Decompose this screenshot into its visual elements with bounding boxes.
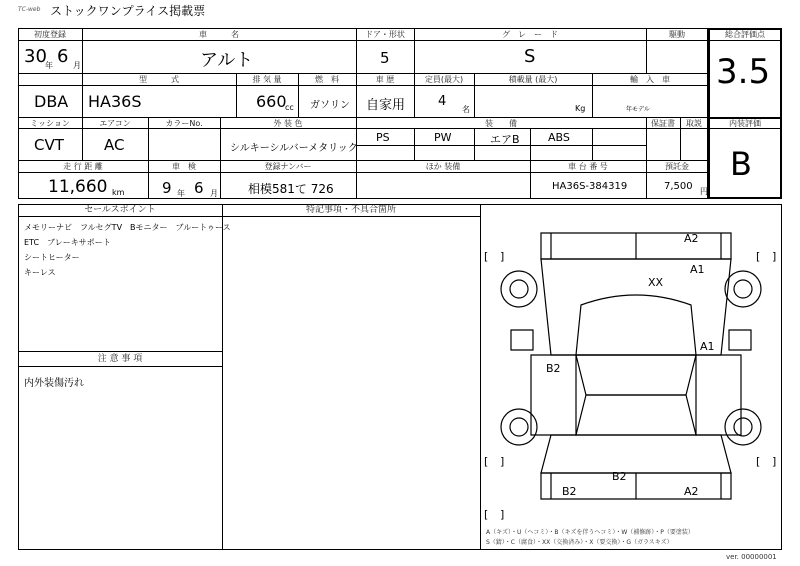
model-label: 型 式 xyxy=(139,75,179,84)
inspection-label: 車 検 xyxy=(172,162,196,171)
warranty-label: 保証書 xyxy=(651,119,675,128)
damage-a2-rear-right: A2 xyxy=(684,485,699,498)
aircon: AC xyxy=(104,136,125,154)
sales-point-3: シートヒーター xyxy=(24,253,80,262)
usage: 自家用 xyxy=(366,98,406,113)
legend-line-1: A（キズ）・U（ヘコミ）・B（キズを伴うヘコミ）・W（補修跡）・P（要塗装） xyxy=(486,529,694,536)
equipment-4: ABS xyxy=(548,131,570,144)
sales-point-4: キーレス xyxy=(24,268,56,277)
sales-points-label: セールスポイント xyxy=(84,205,156,215)
grade: S xyxy=(524,46,536,67)
equipment-label: 装 備 xyxy=(485,119,517,128)
damage-b2-rear-left: B2 xyxy=(562,485,577,498)
damage-xx-roof: XX xyxy=(648,276,664,289)
capacity-label: 定員(最大) xyxy=(424,75,464,84)
chassis-label: 車 台 番 号 xyxy=(568,162,608,171)
doors: 5 xyxy=(380,49,390,67)
reg-year: 30 xyxy=(24,46,47,67)
damage-a1-front-right: A1 xyxy=(690,263,705,276)
logo: TC-web xyxy=(18,6,41,13)
sales-point-2: ETC ブレーキサポート xyxy=(24,238,111,247)
usage-label: 車 歴 xyxy=(375,75,395,84)
insp-month: 6 xyxy=(194,179,204,197)
deposit-label: 預託金 xyxy=(665,162,689,171)
mileage-label: 走 行 距 離 xyxy=(63,162,103,171)
yen-unit: 円 xyxy=(700,187,708,196)
first-reg-label: 初度登録 xyxy=(34,30,66,39)
damage-b2-left: B2 xyxy=(546,362,561,375)
insp-year: 9 xyxy=(162,179,172,197)
manual-label: 取説 xyxy=(686,119,702,128)
drive-label: 駆動 xyxy=(669,30,685,39)
page-title: ストックワンプライス掲載票 xyxy=(50,4,206,18)
spec-table xyxy=(18,28,708,199)
kg-unit: Kg xyxy=(575,104,586,113)
caution-label: 注 意 事 項 xyxy=(97,354,143,364)
color-no-label: カラーNo. xyxy=(165,119,203,128)
import-label: 輸 入 車 xyxy=(630,75,670,84)
fuel-label: 燃 料 xyxy=(315,75,339,84)
doors-shape-label: ドア・形状 xyxy=(365,30,405,39)
equipment-2: PW xyxy=(434,131,452,144)
car-name-label: 車 名 xyxy=(199,30,239,39)
caution-text: 内外装傷汚れ xyxy=(24,378,84,389)
ext-color-label: 外 装 色 xyxy=(273,119,303,128)
overall-score: 3.5 xyxy=(716,52,771,92)
interior-score: B xyxy=(730,145,752,183)
year-unit: 年 xyxy=(45,61,53,70)
car-diagram xyxy=(481,205,781,527)
model-year-unit: 年モデル xyxy=(626,106,650,113)
model-code: HA36S xyxy=(88,92,142,111)
model-prefix: DBA xyxy=(34,92,69,111)
equipment-1: PS xyxy=(376,131,390,144)
mission: CVT xyxy=(34,136,64,154)
fuel: ガソリン xyxy=(310,100,350,111)
mission-label: ミッション xyxy=(30,119,70,128)
damage-b2-rear-bumper: B2 xyxy=(612,470,627,483)
interior-label: 内装評価 xyxy=(729,119,761,128)
version: ver. 00000001 xyxy=(726,553,777,561)
grade-label: グ レ ー ド xyxy=(502,30,558,39)
notes-label: 特記事項・不具合箇所 xyxy=(305,205,396,215)
displacement-label: 排 気 量 xyxy=(252,75,282,84)
damage-a1-right-door: A1 xyxy=(700,340,715,353)
legend-line-2: S（錆）・C（腐食）・XX（交換済み）・X（要交換）・G（ガラスキズ） xyxy=(486,539,673,546)
cc-unit: cc xyxy=(285,103,294,112)
overall-label: 総合評価点 xyxy=(725,30,765,39)
aircon-label: エアコン xyxy=(99,119,131,128)
plate-label: 登録ナンバー xyxy=(264,162,312,171)
insp-month-unit: 月 xyxy=(210,189,218,198)
ext-color: シルキーシルバーメタリック xyxy=(230,143,358,154)
month-unit: 月 xyxy=(73,61,81,70)
equipment-3: エアB xyxy=(490,133,520,146)
plate: 相模581て 726 xyxy=(248,182,334,196)
reg-month: 6 xyxy=(57,46,69,67)
persons-unit: 名 xyxy=(462,105,470,114)
other-equipment-label: ほか 装備 xyxy=(425,162,461,171)
car-name: アルト xyxy=(200,50,254,71)
insp-year-unit: 年 xyxy=(177,189,185,198)
sales-point-1: メモリーナビ フルセグTV Bモニター ブルートゥース xyxy=(24,223,231,232)
damage-a2-front: A2 xyxy=(684,232,699,245)
chassis: HA36S-384319 xyxy=(552,181,628,192)
deposit: 7,500 xyxy=(664,181,693,192)
load-label: 積載量 (最大) xyxy=(508,75,558,84)
capacity: 4 xyxy=(438,94,447,109)
mileage: 11,660 xyxy=(48,177,108,197)
km-unit: km xyxy=(112,188,125,197)
displacement: 660 xyxy=(256,92,287,111)
